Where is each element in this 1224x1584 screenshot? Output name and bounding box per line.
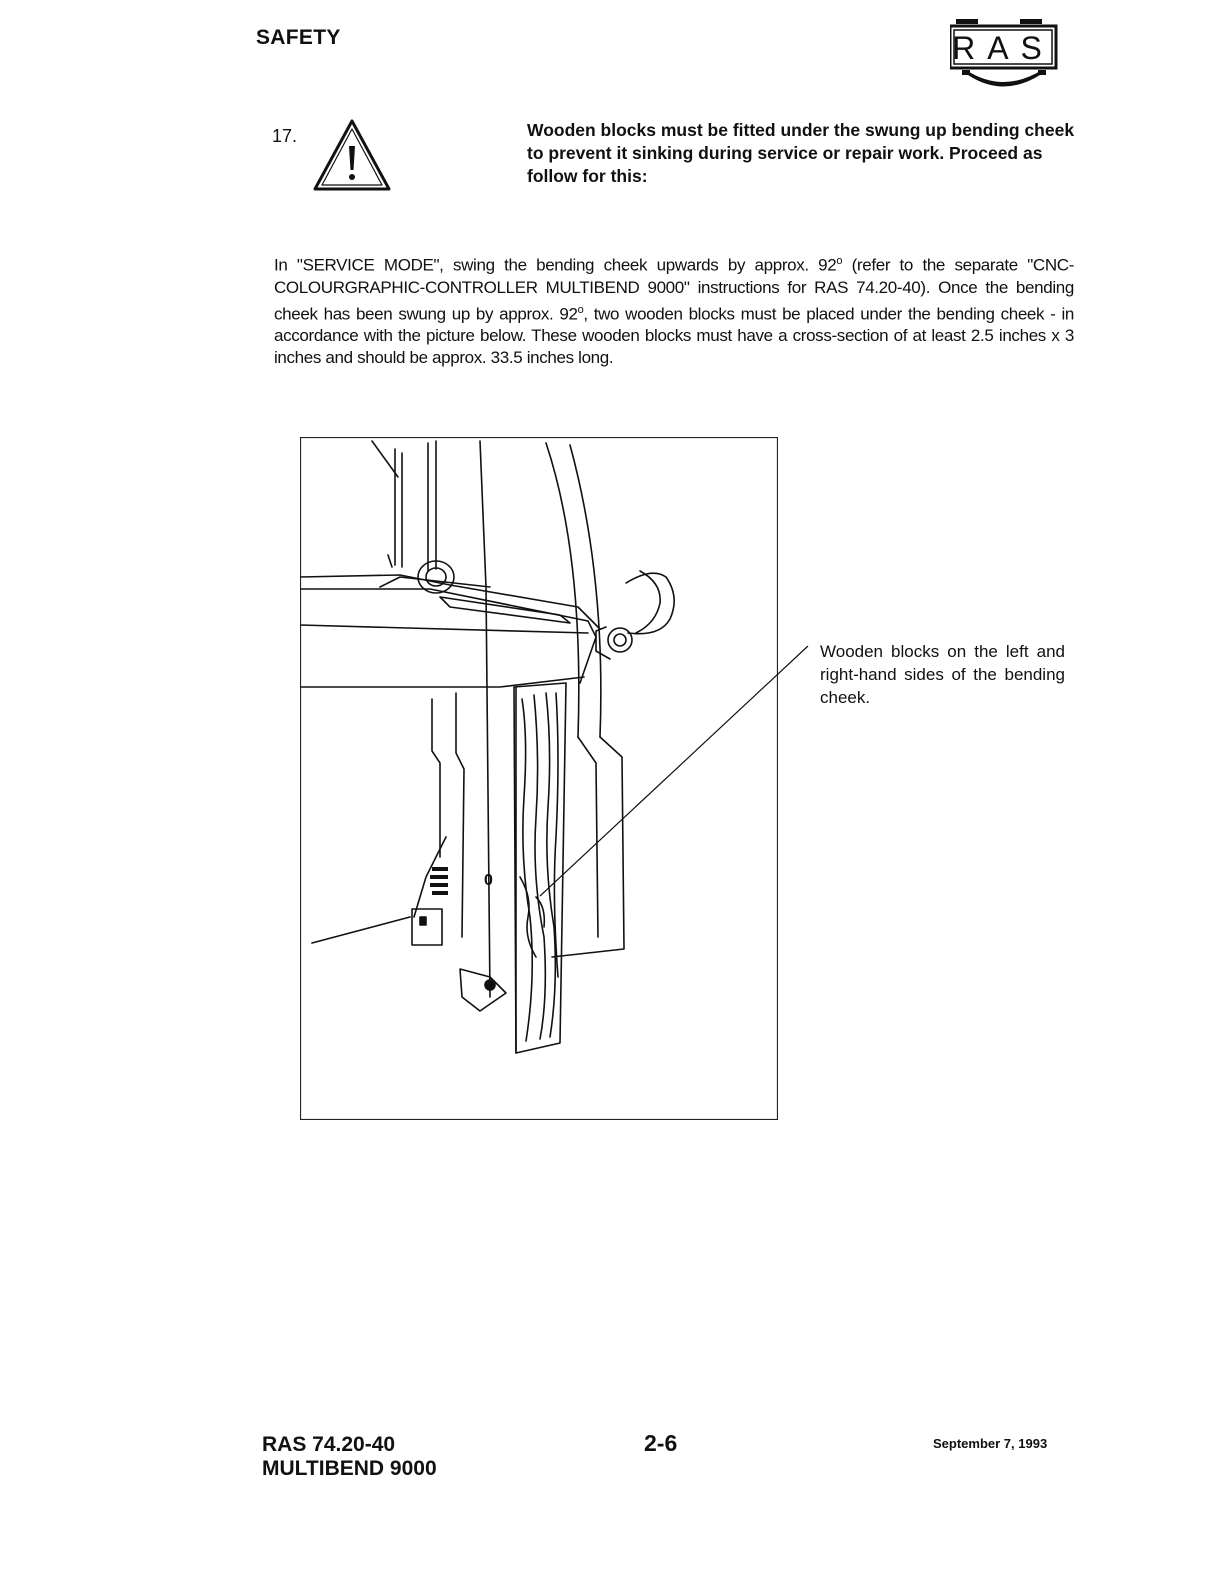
document-number: RAS 74.20-40: [262, 1433, 396, 1456]
machine-label: 0: [484, 872, 493, 889]
warning-triangle-icon: [312, 118, 392, 192]
degree-mark: o: [577, 303, 584, 316]
instruction-text-part: (refer to the separate "CNC-COLOURGRAPHIC-CONTROLLER MULTIBEND 9000" instructions for RAS 74.20-40). Once the bending cheek has been swung up by approx. 92: [274, 255, 1075, 324]
warning-text: Wooden blocks must be fitted under the swung up bending cheek to prevent it sinking during service or repair work. Proceed as follow for this:: [527, 120, 1075, 186]
footer-document-id: [262, 1433, 437, 1481]
callout-leader-line: [540, 640, 820, 900]
page-number: 2-6: [644, 1430, 678, 1456]
instruction-text-part: In "SERVICE MODE", swing the bending cheek upwards by approx. 92: [274, 255, 837, 275]
degree-mark: o: [836, 255, 843, 267]
instruction-paragraph: [274, 250, 1074, 369]
document-date: September 7, 1993: [933, 1436, 1048, 1451]
logo-text: RAS: [952, 30, 1054, 66]
item-number: 17.: [272, 126, 298, 146]
ras-logo: [950, 8, 1060, 88]
section-title: SAFETY: [256, 26, 341, 49]
instruction-text-part: , two wooden blocks must be placed under the bending cheek - in accordance with the picture below. These wooden blocks must have a cross-section of at least 2.5 inches x 3 inches and should be approx. 33.5 inches long.: [274, 304, 1074, 368]
product-name: MULTIBEND 9000: [262, 1457, 437, 1480]
figure-callout: Wooden blocks on the left and right-hand sides of the bending cheek.: [820, 642, 1065, 707]
